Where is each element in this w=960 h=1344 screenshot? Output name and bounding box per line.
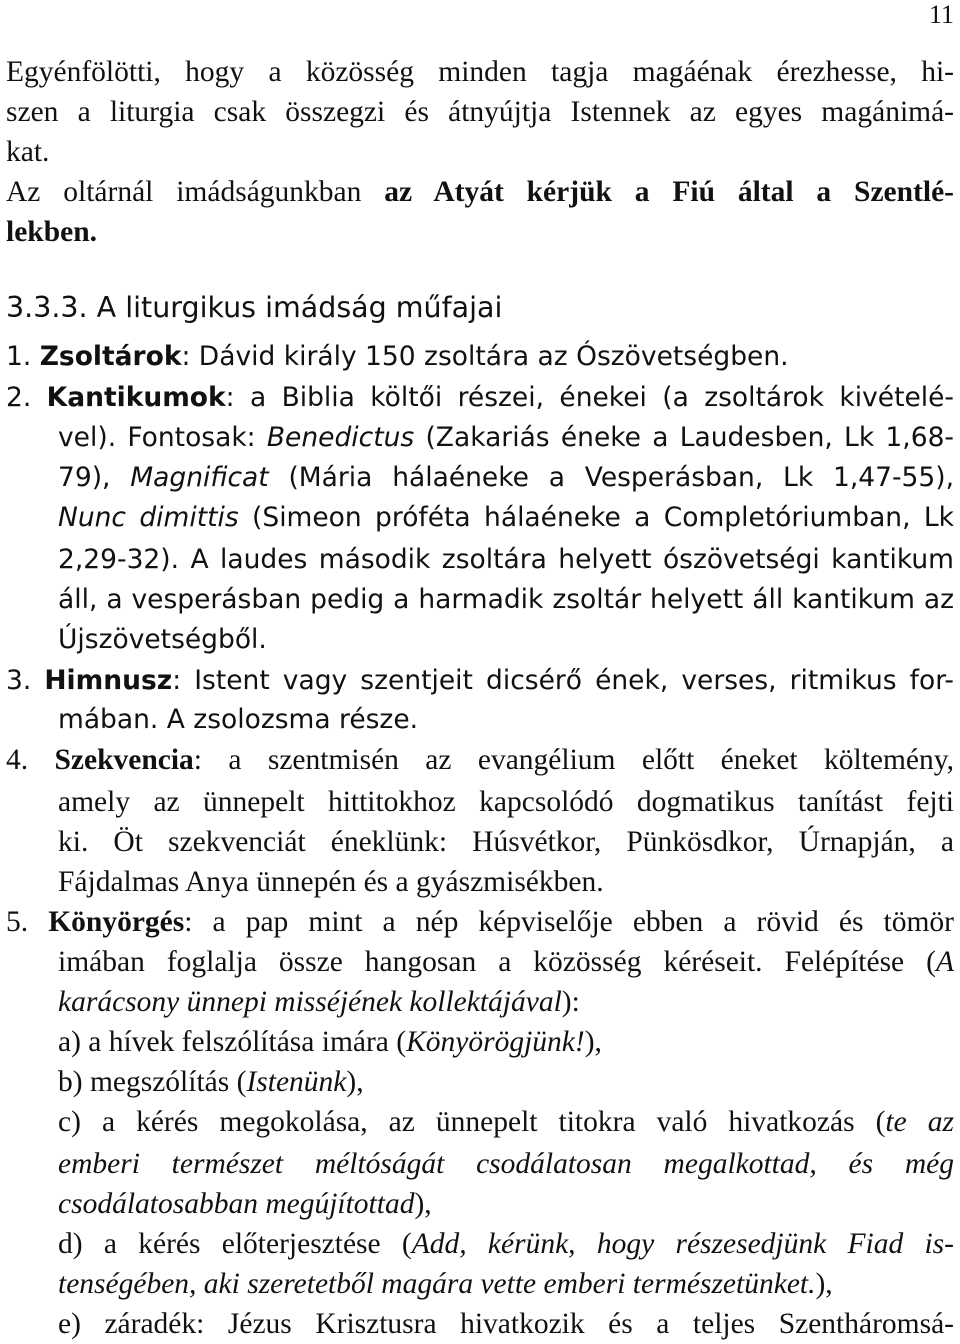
text-line bbox=[6, 212, 954, 252]
text-segment: 5. bbox=[6, 906, 49, 938]
bold-term: lekben. bbox=[6, 216, 97, 248]
text-segment: : Istent vagy szentjeit dicsérő ének, verses, ritmikus for- bbox=[172, 665, 954, 696]
text-line bbox=[6, 378, 954, 418]
text-segment: 2,29-32). A laudes második zsoltára helyett ószövetségi kantikum bbox=[58, 544, 954, 575]
italic-phrase: emberi természet méltóságát csodálatosan megalkottad, és még bbox=[58, 1148, 954, 1180]
text-segment: ), bbox=[584, 1026, 602, 1058]
text-segment: imában foglalja össze hangosan a közösség kéréseit. Felépítése ( bbox=[58, 946, 936, 978]
text-line bbox=[58, 782, 954, 822]
text-line bbox=[6, 902, 954, 942]
text-segment: Fájdalmas Anya ünnepén és a gyászmisékben. bbox=[58, 866, 604, 898]
italic-phrase: Add, kérünk, hogy részesedjünk Fiad is- bbox=[411, 1228, 954, 1260]
text-line bbox=[58, 822, 954, 862]
italic-phrase: Istenünk bbox=[246, 1066, 347, 1098]
text-segment: (Mária hálaéneke a Vesperásban, Lk 1,47-55), bbox=[268, 462, 955, 493]
text-line bbox=[58, 1062, 954, 1102]
text-line bbox=[58, 1022, 954, 1062]
text-segment: szen a liturgia csak összegzi és átnyújtja Istennek az egyes magánimá- bbox=[6, 96, 954, 128]
text-segment: : Dávid király 150 zsoltára az Ószövetségben. bbox=[181, 341, 789, 372]
text-segment: 79), bbox=[58, 462, 131, 493]
text-segment: Az oltárnál imádságunkban bbox=[6, 176, 385, 208]
text-segment: a) a hívek felszólítása imára ( bbox=[58, 1026, 407, 1058]
text-line bbox=[58, 498, 954, 538]
text-segment: b) megszólítás ( bbox=[58, 1066, 247, 1098]
text-line bbox=[6, 337, 954, 377]
text-segment: ki. Öt szekvenciát éneklünk: Húsvétkor, Pünkösdkor, Úrnapján, a bbox=[58, 826, 954, 858]
text-segment: ): bbox=[561, 986, 580, 1018]
text-segment: ), bbox=[346, 1066, 364, 1098]
text-line bbox=[6, 172, 954, 212]
text-segment: (Zakariás éneke a Laudesben, Lk 1,68- bbox=[414, 422, 954, 453]
italic-phrase: A bbox=[935, 946, 954, 978]
italic-phrase: tenségében, aki szeretetből magára vette emberi természetünket. bbox=[58, 1268, 816, 1300]
text-line bbox=[58, 700, 954, 740]
bold-term: Kantikumok bbox=[46, 382, 226, 413]
text-line bbox=[58, 862, 954, 902]
text-segment: 4. bbox=[6, 744, 55, 776]
italic-phrase: te az bbox=[885, 1106, 954, 1138]
text-segment: kat. bbox=[6, 136, 50, 168]
text-line bbox=[6, 52, 954, 92]
text-segment: e) záradék: Jézus Krisztusra hivatkozik és a teljes Szentháromsá- bbox=[58, 1308, 954, 1340]
text-segment: Újszövetségből. bbox=[58, 624, 267, 655]
text-line bbox=[58, 1224, 954, 1264]
text-line bbox=[58, 1304, 954, 1344]
text-line bbox=[6, 288, 954, 328]
text-line bbox=[58, 1264, 954, 1304]
text-segment: : a szentmisén az evangélium előtt éneket költemény, bbox=[193, 744, 954, 776]
text-line bbox=[6, 661, 954, 701]
text-segment: ), bbox=[815, 1268, 833, 1300]
text-line bbox=[58, 942, 954, 982]
text-line bbox=[6, 740, 954, 780]
text-segment: : a pap mint a nép képviselője ebben a rövid és tömör bbox=[184, 906, 954, 938]
bold-term: Zsoltárok bbox=[39, 341, 182, 372]
text-line bbox=[58, 540, 954, 580]
text-line bbox=[58, 580, 954, 620]
text-segment: vel). Fontosak: bbox=[58, 422, 267, 453]
italic-phrase: Benedictus bbox=[266, 422, 415, 453]
text-segment: d) a kérés előterjesztése ( bbox=[58, 1228, 412, 1260]
italic-phrase: Könyörögjünk! bbox=[406, 1026, 585, 1058]
text-segment: 3. bbox=[6, 665, 45, 696]
text-segment: 3.3.3. bbox=[6, 291, 97, 324]
italic-phrase: Nunc dimittis bbox=[58, 502, 239, 533]
text-line bbox=[58, 620, 954, 660]
bold-term: az Atyát kérjük a Fiú által a Szentlé- bbox=[384, 176, 954, 208]
text-line bbox=[58, 982, 954, 1022]
bold-term: Szekvencia bbox=[54, 744, 194, 776]
text-segment: 1. bbox=[6, 341, 40, 372]
text-segment: áll, a vesperásban pedig a harmadik zsoltár helyett áll kantikum az bbox=[58, 584, 954, 615]
text-line bbox=[58, 1102, 954, 1142]
bold-term: Himnusz bbox=[44, 665, 173, 696]
text-segment: ), bbox=[414, 1188, 432, 1220]
text-line bbox=[6, 92, 954, 132]
text-line bbox=[58, 458, 954, 498]
text-segment: 2. bbox=[6, 382, 47, 413]
text-segment: mában. A zsolozsma része. bbox=[58, 704, 419, 735]
text-segment: c) a kérés megokolása, az ünnepelt titokra való hivatkozás ( bbox=[58, 1106, 886, 1138]
italic-phrase: karácsony ünnepi misséjének kollektájával bbox=[58, 986, 562, 1018]
page-number: 11 bbox=[928, 0, 954, 29]
text-segment: (Simeon próféta hálaéneke a Completóriumban, Lk bbox=[238, 502, 954, 533]
text-line bbox=[58, 418, 954, 458]
text-line bbox=[58, 1184, 954, 1224]
italic-phrase: csodálatosabban megújítottad bbox=[58, 1188, 415, 1220]
text-segment: amely az ünnepelt hittitokhoz kapcsolódó dogmatikus tanítást fejti bbox=[58, 786, 954, 818]
text-line bbox=[58, 1144, 954, 1184]
text-line bbox=[6, 132, 954, 172]
text-segment: Egyénfölötti, hogy a közösség minden tagja magáénak érezhesse, hi- bbox=[6, 56, 954, 88]
italic-phrase: Magnificat bbox=[130, 462, 269, 493]
text-segment: : a Biblia költői részei, énekei (a zsoltárok kivételé- bbox=[225, 382, 954, 413]
text-segment: A liturgikus imádság műfajai bbox=[96, 291, 503, 324]
bold-term: Könyörgés bbox=[48, 906, 185, 938]
